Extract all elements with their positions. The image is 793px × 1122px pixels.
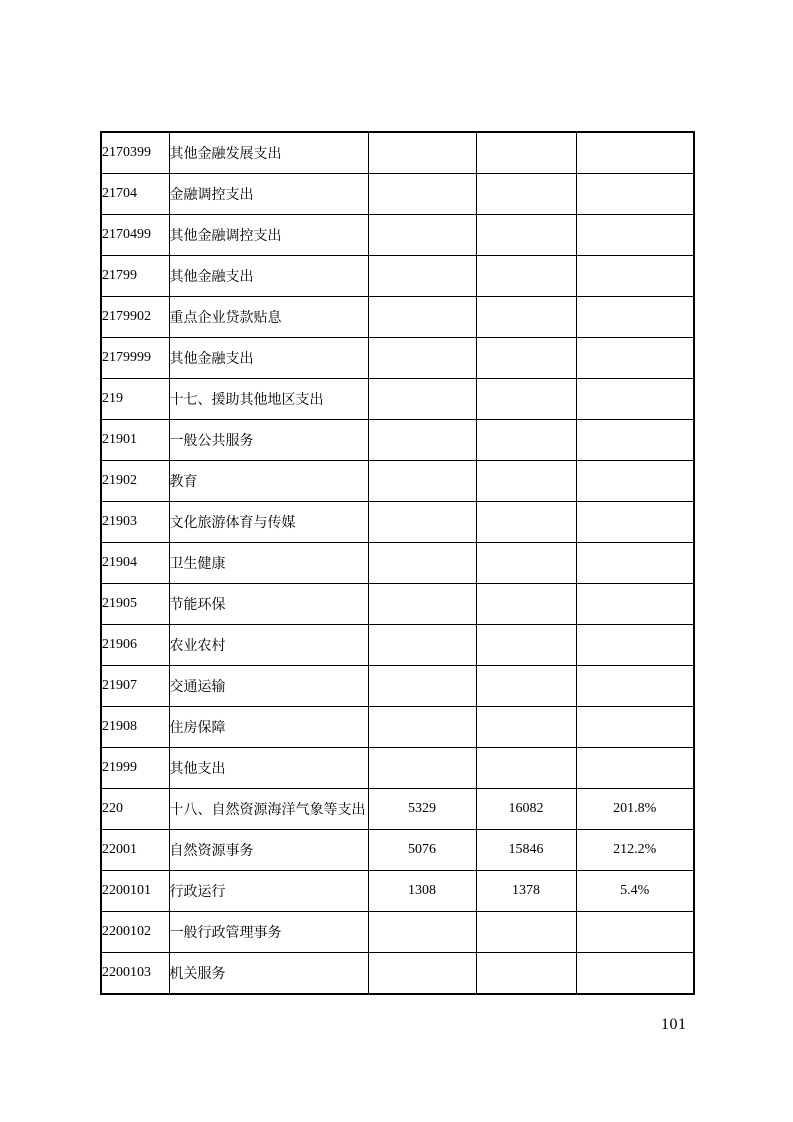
item-name-cell: 机关服务	[169, 953, 368, 995]
item-name-cell: 自然资源事务	[169, 830, 368, 871]
code-cell: 21907	[101, 666, 169, 707]
value-cell-1	[368, 215, 476, 256]
item-name-cell: 金融调控支出	[169, 174, 368, 215]
value-cell-2	[476, 502, 576, 543]
code-cell: 220	[101, 789, 169, 830]
item-name-cell: 教育	[169, 461, 368, 502]
value-cell-2: 15846	[476, 830, 576, 871]
table-row	[101, 789, 694, 830]
change-percent-cell	[576, 420, 694, 461]
change-percent-cell	[576, 912, 694, 953]
value-cell-2	[476, 338, 576, 379]
item-name-cell: 文化旅游体育与传媒	[169, 502, 368, 543]
table-row	[101, 830, 694, 871]
value-cell-2: 16082	[476, 789, 576, 830]
budget-table	[100, 131, 695, 995]
code-cell: 21799	[101, 256, 169, 297]
value-cell-1	[368, 297, 476, 338]
value-cell-1	[368, 912, 476, 953]
value-cell-1	[368, 256, 476, 297]
change-percent-cell	[576, 953, 694, 995]
change-percent-cell	[576, 461, 694, 502]
item-name-cell: 十七、援助其他地区支出	[169, 379, 368, 420]
code-cell: 219	[101, 379, 169, 420]
code-cell: 21906	[101, 625, 169, 666]
value-cell-1	[368, 461, 476, 502]
change-percent-cell	[576, 584, 694, 625]
value-cell-2	[476, 912, 576, 953]
table-row	[101, 174, 694, 215]
item-name-cell: 其他金融支出	[169, 256, 368, 297]
item-name-cell: 卫生健康	[169, 543, 368, 584]
item-name-cell: 住房保障	[169, 707, 368, 748]
change-percent-cell	[576, 379, 694, 420]
change-percent-cell	[576, 502, 694, 543]
table-row	[101, 748, 694, 789]
item-name-cell: 其他支出	[169, 748, 368, 789]
item-name-cell: 农业农村	[169, 625, 368, 666]
table-row	[101, 707, 694, 748]
change-percent-cell	[576, 215, 694, 256]
item-name-cell: 节能环保	[169, 584, 368, 625]
table-row	[101, 420, 694, 461]
value-cell-2	[476, 174, 576, 215]
item-name-cell: 其他金融发展支出	[169, 132, 368, 174]
table-row	[101, 502, 694, 543]
item-name-cell: 其他金融调控支出	[169, 215, 368, 256]
value-cell-1	[368, 174, 476, 215]
table-row	[101, 953, 694, 995]
code-cell: 21902	[101, 461, 169, 502]
budget-table-body	[101, 132, 694, 994]
code-cell: 21908	[101, 707, 169, 748]
value-cell-1	[368, 748, 476, 789]
value-cell-1: 1308	[368, 871, 476, 912]
page-number: 101	[661, 1016, 687, 1033]
value-cell-2	[476, 953, 576, 995]
code-cell: 21905	[101, 584, 169, 625]
item-name-cell: 行政运行	[169, 871, 368, 912]
code-cell: 21704	[101, 174, 169, 215]
value-cell-1	[368, 379, 476, 420]
table-row	[101, 215, 694, 256]
value-cell-2	[476, 420, 576, 461]
code-cell: 21901	[101, 420, 169, 461]
change-percent-cell	[576, 625, 694, 666]
value-cell-1: 5329	[368, 789, 476, 830]
change-percent-cell	[576, 132, 694, 174]
value-cell-2	[476, 256, 576, 297]
value-cell-2	[476, 215, 576, 256]
change-percent-cell: 201.8%	[576, 789, 694, 830]
value-cell-1	[368, 584, 476, 625]
item-name-cell: 一般行政管理事务	[169, 912, 368, 953]
table-row	[101, 132, 694, 174]
value-cell-2	[476, 132, 576, 174]
value-cell-1	[368, 338, 476, 379]
change-percent-cell	[576, 748, 694, 789]
value-cell-2	[476, 461, 576, 502]
value-cell-2: 1378	[476, 871, 576, 912]
table-row	[101, 297, 694, 338]
value-cell-2	[476, 584, 576, 625]
code-cell: 2200101	[101, 871, 169, 912]
code-cell: 2179999	[101, 338, 169, 379]
code-cell: 2170399	[101, 132, 169, 174]
item-name-cell: 其他金融支出	[169, 338, 368, 379]
value-cell-2	[476, 625, 576, 666]
table-row	[101, 379, 694, 420]
change-percent-cell	[576, 666, 694, 707]
code-cell: 2200103	[101, 953, 169, 995]
table-row	[101, 912, 694, 953]
change-percent-cell	[576, 338, 694, 379]
value-cell-2	[476, 707, 576, 748]
item-name-cell: 重点企业贷款贴息	[169, 297, 368, 338]
change-percent-cell	[576, 707, 694, 748]
item-name-cell: 十八、自然资源海洋气象等支出	[169, 789, 368, 830]
value-cell-1	[368, 707, 476, 748]
change-percent-cell	[576, 297, 694, 338]
code-cell: 22001	[101, 830, 169, 871]
value-cell-1	[368, 543, 476, 584]
value-cell-1	[368, 420, 476, 461]
change-percent-cell: 212.2%	[576, 830, 694, 871]
code-cell: 21999	[101, 748, 169, 789]
table-row	[101, 871, 694, 912]
value-cell-2	[476, 543, 576, 584]
table-row	[101, 625, 694, 666]
item-name-cell: 交通运输	[169, 666, 368, 707]
code-cell: 21903	[101, 502, 169, 543]
table-row	[101, 338, 694, 379]
table-row	[101, 256, 694, 297]
code-cell: 2170499	[101, 215, 169, 256]
value-cell-2	[476, 748, 576, 789]
table-row	[101, 543, 694, 584]
value-cell-2	[476, 297, 576, 338]
code-cell: 21904	[101, 543, 169, 584]
table-row	[101, 584, 694, 625]
change-percent-cell	[576, 256, 694, 297]
value-cell-1	[368, 666, 476, 707]
value-cell-2	[476, 379, 576, 420]
change-percent-cell	[576, 174, 694, 215]
change-percent-cell	[576, 543, 694, 584]
value-cell-1	[368, 132, 476, 174]
value-cell-1: 5076	[368, 830, 476, 871]
code-cell: 2200102	[101, 912, 169, 953]
value-cell-1	[368, 953, 476, 995]
value-cell-1	[368, 625, 476, 666]
table-row	[101, 461, 694, 502]
table-row	[101, 666, 694, 707]
code-cell: 2179902	[101, 297, 169, 338]
value-cell-1	[368, 502, 476, 543]
change-percent-cell: 5.4%	[576, 871, 694, 912]
value-cell-2	[476, 666, 576, 707]
item-name-cell: 一般公共服务	[169, 420, 368, 461]
